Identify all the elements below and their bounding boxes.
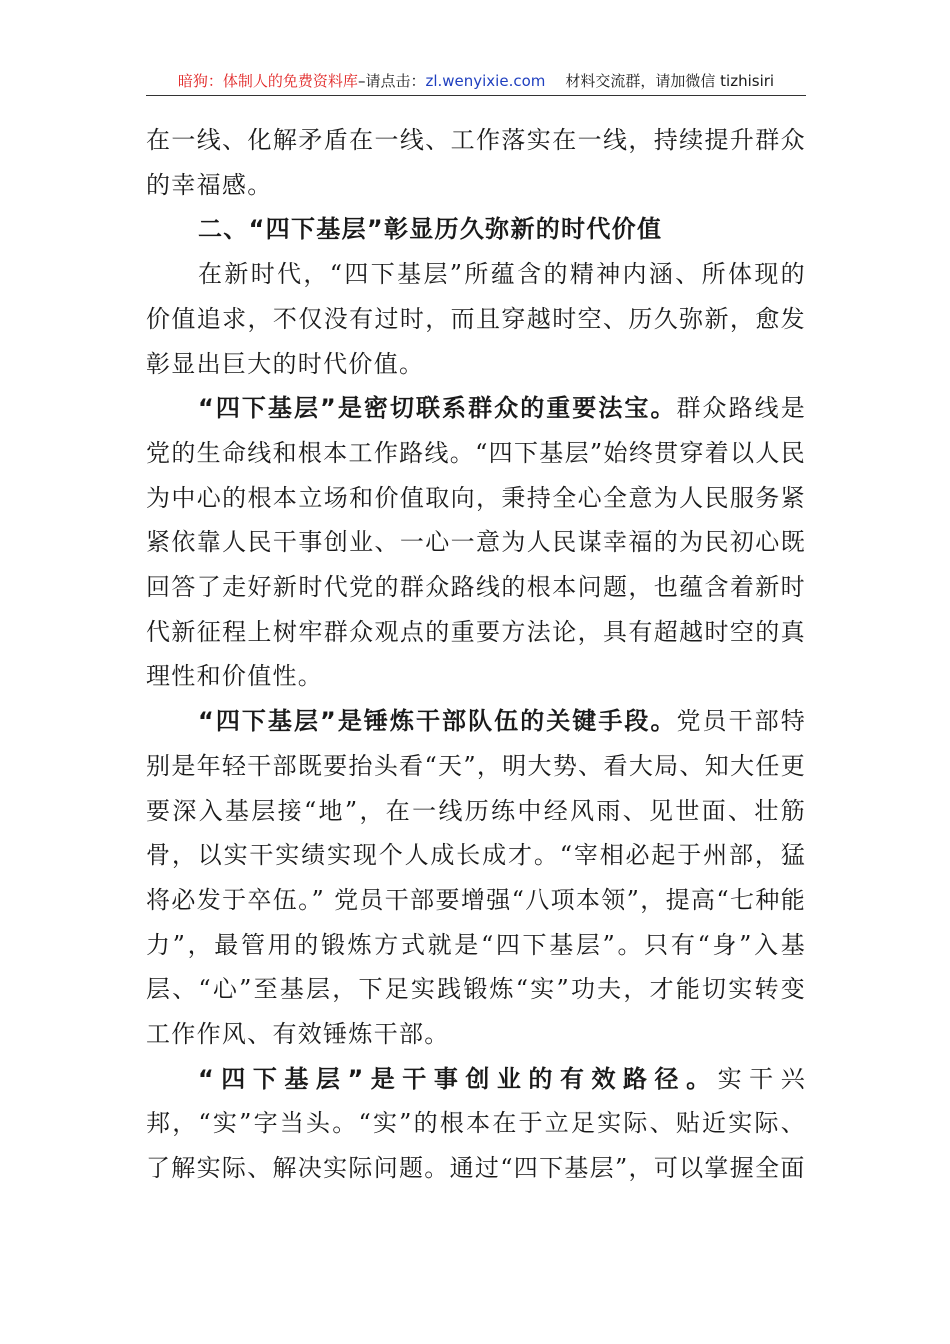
header-click-prompt: –请点击：: [357, 72, 426, 90]
paragraph-cadres: [146, 699, 806, 1057]
paragraph-mass-line: [146, 386, 806, 699]
header-site-name: 暗狗：体制人的免费资料库: [177, 72, 358, 90]
paragraph-intro: 在新时代，“四下基层”所蕴含的精神内涵、所体现的价值追求，不仅没有过时，而且穿越时空、历久弥新，愈发彰显出巨大的时代价值。: [146, 260, 806, 378]
page-header: [146, 66, 806, 96]
paragraph-text-mass-line: 群众路线是党的生命线和根本工作路线。“四下基层”始终贯穿着以人民为中心的根本立场和价值取向，秉持全心全意为人民服务紧紧依靠人民干事创业、一心一意为人民谋幸福的为民初心既回答了走好新时代党的群众路线的根本问题，也蕴含着新时代新征程上树牢群众观点的重要方法论，具有超越时空的真理性和价值性。: [146, 394, 806, 691]
document-body: [146, 118, 806, 1191]
paragraph-text-practice: 实干兴邦，“实”字当头。“实”的根本在于立足实际、贴近实际、了解实际、解决实际问题。通过“四下基层”，可以掌握全面: [146, 1064, 806, 1183]
paragraph-continued: 在一线、化解矛盾在一线、工作落实在一线，持续提升群众的幸福感。: [146, 126, 806, 199]
section-heading: 二、“四下基层”彰显历久弥新的时代价值: [198, 215, 663, 244]
paragraph-lead-practice: “四下基层”是干事创业的有效路径。: [198, 1064, 718, 1093]
header-url-link[interactable]: zl.wenyixie.com: [425, 72, 546, 90]
paragraph-text-cadres: 党员干部特别是年轻干部既要抬头看“天”，明大势、看大局、知大任更要深入基层接“地”，在一线历练中经风雨、见世面、壮筋骨，以实干实绩实现个人成长成才。“宰相必起于州部，猛将必发于卒伍。” 党员干部要增强“八项本领”，提高“七种能力”，最管用的锻炼方式就是“四下基层”。只有“身”入基层、“心”至基层，下足实践锻炼“实”功夫，才能切实转变工作作风、有效锤炼干部。: [146, 707, 806, 1049]
paragraph-practice: [146, 1057, 806, 1191]
header-wechat-note: 材料交流群，请加微信 tizhisiri: [565, 72, 775, 90]
paragraph-lead-mass-line: “四下基层”是密切联系群众的重要法宝。: [198, 394, 677, 423]
paragraph-lead-cadres: “四下基层”是锤炼干部队伍的关键手段。: [198, 707, 677, 736]
